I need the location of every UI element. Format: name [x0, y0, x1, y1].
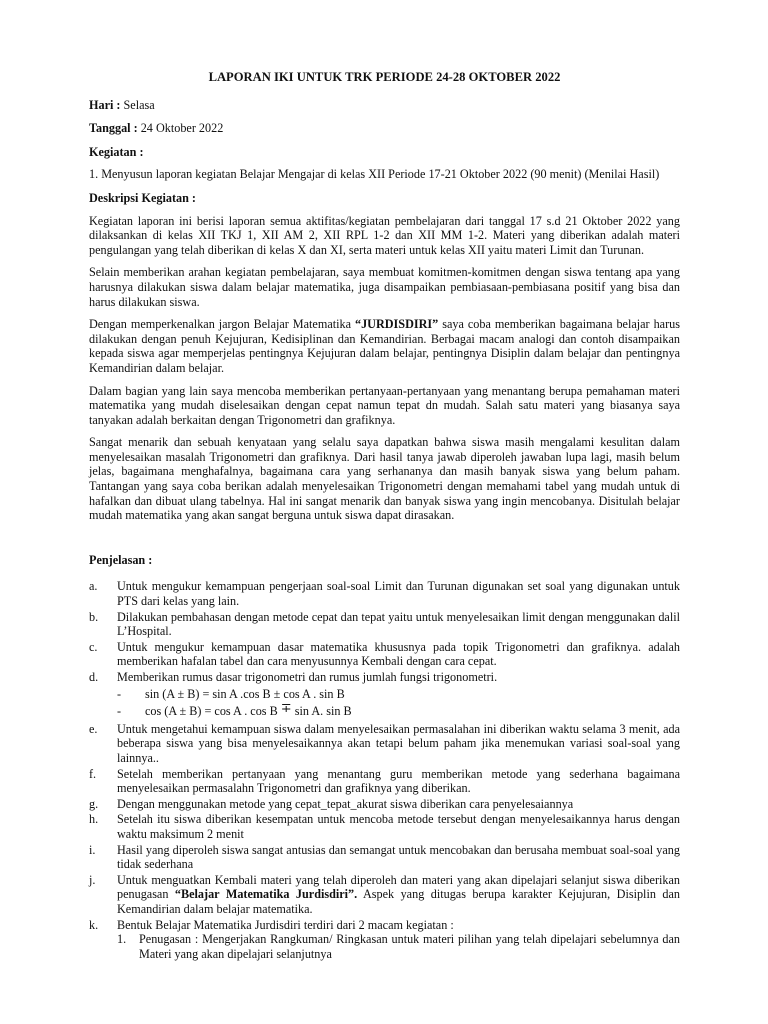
list-letter: b. — [89, 609, 99, 624]
formula-cos-text-a: cos (A ± B) = cos A . cos B — [145, 704, 281, 719]
sub-item-text: Penugasan : Mengerjakan Rangkuman/ Ringkasan untuk materi pilihan yang telah dipelajari sebelumnya dan Materi yang akan dipelajari selanjutnya — [139, 932, 680, 961]
sub-item-number: 1. — [117, 932, 127, 947]
list-letter: c. — [89, 639, 98, 654]
list-item-text-after: Aspek yang ditugas berupa karakter Kejujuran, Disiplin dan Kemandirian dalam belajar matematika. — [117, 887, 680, 916]
list-item-text: Setelah memberikan pertanyaan yang menantang guru memberikan metode yang sederhana bagaimana menyelesaikan permasalahn Trigonometri dan grafiknya yang diberikan. — [117, 766, 680, 796]
list-letter: g. — [89, 796, 99, 811]
list-item-h — [89, 812, 680, 841]
list-item-f — [89, 767, 680, 796]
list-letter: e. — [89, 721, 98, 736]
list-letter: k. — [89, 917, 99, 932]
list-letter: f. — [89, 766, 97, 781]
list-letter: j. — [89, 872, 96, 887]
list-letter: a. — [89, 579, 98, 594]
list-item-text: Untuk mengukur kemampuan pengerjaan soal-soal Limit dan Turunan digunakan set soal yang digunakan untuk PTS dari kelas yang lain. — [117, 579, 680, 609]
tanggal-field — [89, 121, 680, 136]
penjelasan-list — [89, 579, 680, 961]
list-item-d — [89, 670, 680, 719]
deskripsi-paragraph-5: Sangat menarik dan sebuah kenyataan yang selalu saya dapatkan bahwa siswa masih mengalami kesulitan dalam menyelesaikan masalah Trigonometri dan grafiknya. Dari hasil tanya jawab diperoleh jawaban lupa lagi, masih belum jelas, bagaimana menghafalnya, bagaimana cara yang serhananya dan masih banyak siswa yang belum paham. Tantangan yang saya coba berikan adalah menyelesaikan Trigonometri dengan memahami tabel yang mudah untuk di hafalkan dan dibuat ulang tabelnya. Hal ini sangat menarik dan banyak siswa yang ingin mencobanya. Disitulah belajar mudah matematika yang akan sangat berguna untuk siswa dapat dirasakan. — [89, 435, 680, 523]
list-item-i — [89, 843, 680, 872]
minus-plus-symbol: ∓ — [280, 700, 292, 716]
hari-value: Selasa — [120, 97, 155, 112]
list-item-text: Untuk mengukur kemampuan dasar matematika khususnya pada topik Trigonometri dan grafiknya. adalah memberikan hafalan tabel dan cara menyusunnya Kembali dengan cara cepat. — [117, 639, 680, 669]
deskripsi-paragraph-2: Selain memberikan arahan kegiatan pembelajaran, saya membuat komitmen-komitmen dengan siswa tentang apa yang harusnya dilakukan siswa dalam belajar matematika, juga disampaikan pembiasaan-pembiasana positif yang bisa dan harus dilakukan siswa. — [89, 265, 680, 309]
tanggal-label: Tanggal : — [89, 121, 138, 136]
list-item-text: Memberikan rumus dasar trigonometri dan rumus jumlah fungsi trigonometri. — [117, 670, 498, 684]
list-item-g — [89, 797, 680, 812]
list-item-e — [89, 722, 680, 766]
formula-sin-text: sin (A ± B) = sin A .cos B ± cos A . sin B — [145, 686, 345, 701]
list-item-text: Untuk mengetahui kemampuan siswa dalam menyelesaikan permasalahan ini diberikan waktu selama 3 menit, ada beberapa siswa yang bisa menyelesaikannya akan tetapi belum paham jika menemukan variasi soal-soal yang lainnya.. — [117, 721, 680, 765]
list-item-text: Bentuk Belajar Matematika Jurdisdiri terdiri dari 2 macam kegiatan : — [117, 917, 454, 932]
list-item-c — [89, 640, 680, 669]
list-letter: h. — [89, 812, 99, 827]
formula-cos-text-b: sin A. sin B — [291, 704, 352, 719]
hari-field — [89, 98, 680, 113]
list-item-a — [89, 579, 680, 608]
deskripsi-paragraph-3 — [89, 317, 680, 375]
jargon-jurdisdiri: “JURDISDIRI” — [354, 317, 439, 332]
list-item-text: Hasil yang diperoleh siswa sangat antusias dan semangat untuk mencobakan dan berusaha membuat soal-soal yang tidak sederhana — [117, 842, 680, 872]
list-item-b — [89, 610, 680, 639]
p3-text-before: Dengan memperkenalkan jargon Belajar Matematika — [89, 317, 355, 332]
list-letter: d. — [89, 670, 99, 684]
deskripsi-paragraph-4: Dalam bagian yang lain saya mencoba memberikan pertanyaan-pertanyaan yang menantang berupa pemahaman materi matematika yang mudah diselesaikan dengan cepat namun tepat dn mudah. Salah satu materi yang biasanya saya tanyakan adalah berkaitan dengan Trigonometri dan grafiknya. — [89, 383, 680, 427]
kegiatan-item: 1. Menyusun laporan kegiatan Belajar Mengajar di kelas XII Periode 17-21 Oktober 2022 (90 menit) (Menilai Hasil) — [89, 167, 660, 182]
sub-item-1 — [117, 932, 680, 961]
deskripsi-heading: Deskripsi Kegiatan : — [89, 190, 196, 205]
list-item-k — [89, 918, 680, 962]
formula-sin — [117, 687, 680, 702]
kegiatan-heading: Kegiatan : — [89, 144, 144, 159]
deskripsi-paragraph-1: Kegiatan laporan ini berisi laporan semua aktifitas/kegiatan pembelajaran dari tanggal 17 s.d 21 Oktober 2022 yang dilaksankan di kelas XII TKJ 1, XII AM 2, XII RPL 1-2 dan XII MM 1-2. Materi yang diberikan adalah materi pengulangan yang telah diberikan di kelas X dan XI, serta materi untuk kelas XII yaitu materi Limit dan Turunan. — [89, 213, 680, 257]
p3-text-after: saya coba memberikan bagaimana belajar harus dilakukan dengan penuh Kejujuran, Kedisiplinan dan Kemandirian. Berbagai macam analogi dan contoh disampaikan kepada siswa agar memperjelas pentingnya Kejujuran dalam belajar, pentingnya Disiplin dalam belajar dan pentingnya Kemandirian dalam belajar. — [89, 317, 680, 375]
document-title: LAPORAN IKI UNTUK TRK PERIODE 24-28 OKTOBER 2022 — [208, 70, 561, 84]
penjelasan-heading: Penjelasan : — [89, 552, 153, 567]
tanggal-value: 24 Oktober 2022 — [137, 121, 224, 136]
list-item-text: Dilakukan pembahasan dengan metode cepat dan tepat yaitu untuk menyelesaikan limit dengan menggunakan dalil L’Hospital. — [117, 609, 680, 639]
formula-cos — [117, 700, 680, 719]
formula-dash: - — [117, 686, 122, 701]
list-item-text: Setelah itu siswa diberikan kesempatan untuk mencoba metode tersebut dengan menyelesaikannya harus dengan waktu maksimum 2 menit — [117, 812, 680, 841]
belajar-jurdisdiri-bold: “Belajar Matematika Jurdisdiri”. — [174, 887, 358, 902]
formula-dash: - — [117, 704, 122, 719]
list-item-text-before: Untuk menguatkan Kembali materi yang telah diperoleh dan materi yang akan dipelajari selanjut siswa diberikan penugasan — [117, 872, 680, 902]
list-letter: i. — [89, 842, 96, 857]
list-item-text: Dengan menggunakan metode yang cepat_tepat_akurat siswa diberikan cara penyelesaiannya — [117, 796, 574, 811]
hari-label: Hari : — [89, 97, 121, 112]
list-item-j — [89, 873, 680, 917]
